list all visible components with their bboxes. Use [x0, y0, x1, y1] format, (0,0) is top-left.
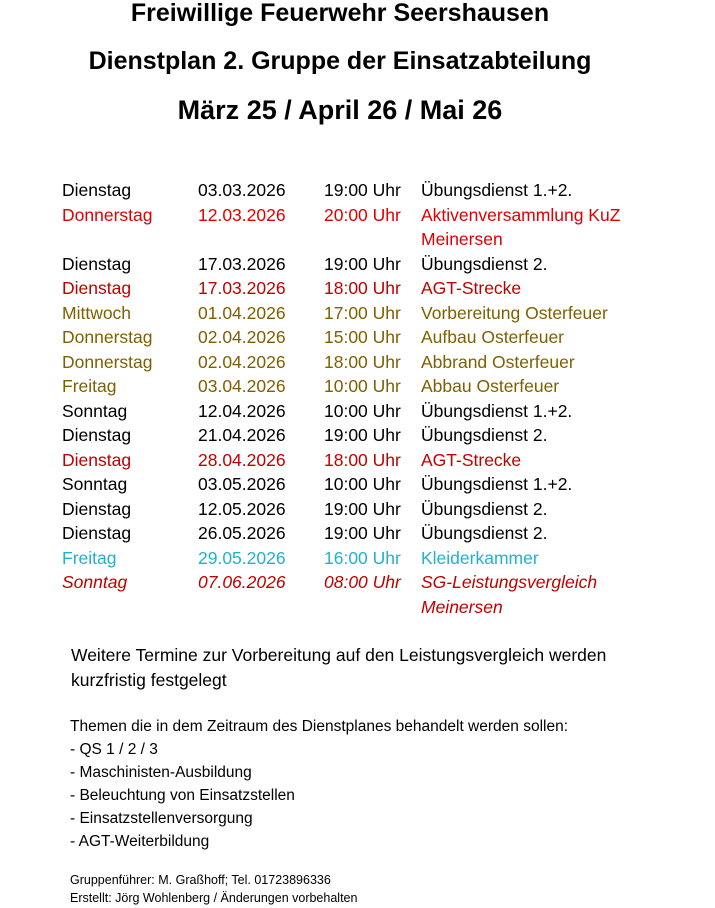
date-cell: 12.03.2026	[198, 204, 286, 225]
date-cell: 26.05.2026	[198, 523, 286, 543]
date-cell: 17.03.2026	[198, 278, 286, 298]
time-cell: 18:00 Uhr	[324, 449, 401, 470]
day-cell: Dienstag	[62, 425, 132, 445]
event-cell: Übungsdienst 2.	[421, 498, 548, 519]
event-cell: Übungsdienst 1.+2.	[421, 400, 573, 421]
time-cell: 20:00 Uhr	[324, 204, 401, 225]
time-cell: 18:00 Uhr	[324, 351, 401, 372]
topic-item: - AGT-Weiterbildung	[70, 833, 210, 850]
footer	[70, 871, 357, 907]
day-cell: Sonntag	[62, 474, 128, 494]
note-text: Weitere Termine zur Vorbereitung auf den Leistungsvergleich werden kurzfristig festgelegt	[71, 645, 607, 690]
group-leader-info: Gruppenführer: M. Graßhoff; Tel. 01723896336	[70, 873, 331, 887]
topic-item: - Einsatzstellenversorgung	[70, 810, 253, 827]
day-cell: Dienstag	[62, 278, 132, 298]
schedule-row	[62, 423, 702, 448]
schedule-row	[62, 546, 702, 571]
day-cell: Donnerstag	[62, 351, 153, 372]
time-cell: 19:00 Uhr	[324, 180, 401, 200]
plan-title: Dienstplan 2. Gruppe der Einsatzabteilung	[88, 47, 592, 75]
event-cell: Kleiderkammer	[421, 547, 539, 568]
event-cell: Übungsdienst 2.	[421, 523, 548, 543]
org-title: Freiwillige Feuerwehr Seershausen	[130, 0, 550, 27]
event-cell: AGT-Strecke	[421, 278, 522, 298]
day-cell: Freitag	[62, 376, 117, 396]
time-cell: 19:00 Uhr	[324, 523, 401, 543]
event-cell: Abbrand Osterfeuer	[421, 351, 575, 372]
schedule-row	[62, 325, 702, 350]
date-cell: 01.04.2026	[198, 302, 286, 323]
day-cell: Dienstag	[62, 180, 132, 200]
event-cell: AGT-Strecke	[421, 449, 522, 470]
day-cell: Dienstag	[62, 523, 132, 543]
schedule-row	[62, 472, 702, 497]
time-cell: 19:00 Uhr	[324, 425, 401, 445]
schedule-row	[62, 399, 702, 424]
schedule-row	[62, 521, 702, 546]
date-cell: 21.04.2026	[198, 425, 286, 445]
event-cell: Aufbau Osterfeuer	[421, 327, 564, 347]
event-cell: SG-Leistungsvergleich Meinersen	[421, 572, 598, 617]
day-cell: Mittwoch	[62, 302, 132, 323]
date-cell: 02.04.2026	[198, 351, 286, 372]
day-cell: Sonntag	[62, 400, 128, 421]
time-cell: 10:00 Uhr	[324, 376, 401, 396]
date-cell: 03.03.2026	[198, 180, 286, 200]
date-cell: 02.04.2026	[198, 327, 286, 347]
day-cell: Donnerstag	[62, 204, 153, 225]
schedule-row	[62, 448, 702, 473]
event-cell: Abbau Osterfeuer	[421, 376, 560, 396]
time-cell: 18:00 Uhr	[324, 278, 401, 298]
topic-item: - Beleuchtung von Einsatzstellen	[70, 787, 295, 804]
schedule-row	[62, 497, 702, 522]
date-cell: 03.05.2026	[198, 474, 286, 494]
time-cell: 17:00 Uhr	[324, 302, 401, 323]
time-cell: 19:00 Uhr	[324, 253, 401, 274]
date-cell: 29.05.2026	[198, 547, 286, 568]
event-cell: Übungsdienst 1.+2.	[421, 474, 573, 494]
topics-intro: Themen die in dem Zeitraum des Dienstplanes behandelt werden sollen:	[70, 718, 569, 735]
time-cell: 08:00 Uhr	[324, 572, 401, 592]
date-cell: 28.04.2026	[198, 449, 286, 470]
topic-item: - Maschinisten-Ausbildung	[70, 764, 252, 781]
period-title: März 25 / April 26 / Mai 26	[177, 95, 503, 125]
time-cell: 19:00 Uhr	[324, 498, 401, 519]
date-cell: 07.06.2026	[198, 572, 286, 592]
schedule-row	[62, 178, 702, 203]
day-cell: Freitag	[62, 547, 117, 568]
day-cell: Dienstag	[62, 498, 132, 519]
date-cell: 17.03.2026	[198, 253, 286, 274]
schedule-row	[62, 203, 702, 252]
time-cell: 16:00 Uhr	[324, 547, 401, 568]
schedule-row	[62, 276, 702, 301]
date-cell: 03.04.2026	[198, 376, 286, 396]
event-cell: Übungsdienst 2.	[421, 425, 548, 445]
topics-section	[70, 715, 568, 853]
schedule-row	[62, 350, 702, 375]
schedule-row	[62, 301, 702, 326]
topic-item: - QS 1 / 2 / 3	[70, 741, 158, 758]
event-cell: Aktivenversammlung KuZ Meinersen	[421, 204, 621, 249]
day-cell: Dienstag	[62, 253, 132, 274]
date-cell: 12.05.2026	[198, 498, 286, 519]
date-cell: 12.04.2026	[198, 400, 286, 421]
event-cell: Vorbereitung Osterfeuer	[421, 302, 608, 323]
schedule-row	[62, 252, 702, 277]
time-cell: 10:00 Uhr	[324, 400, 401, 421]
time-cell: 10:00 Uhr	[324, 474, 401, 494]
schedule-table	[62, 178, 702, 619]
event-cell: Übungsdienst 1.+2.	[421, 180, 573, 200]
day-cell: Dienstag	[62, 449, 132, 470]
schedule-row	[62, 570, 702, 619]
author-info: Erstellt: Jörg Wohlenberg / Änderungen vorbehalten	[70, 891, 358, 905]
event-cell: Übungsdienst 2.	[421, 253, 548, 274]
day-cell: Sonntag	[62, 572, 128, 592]
time-cell: 15:00 Uhr	[324, 327, 401, 347]
schedule-row	[62, 374, 702, 399]
day-cell: Donnerstag	[62, 327, 153, 347]
